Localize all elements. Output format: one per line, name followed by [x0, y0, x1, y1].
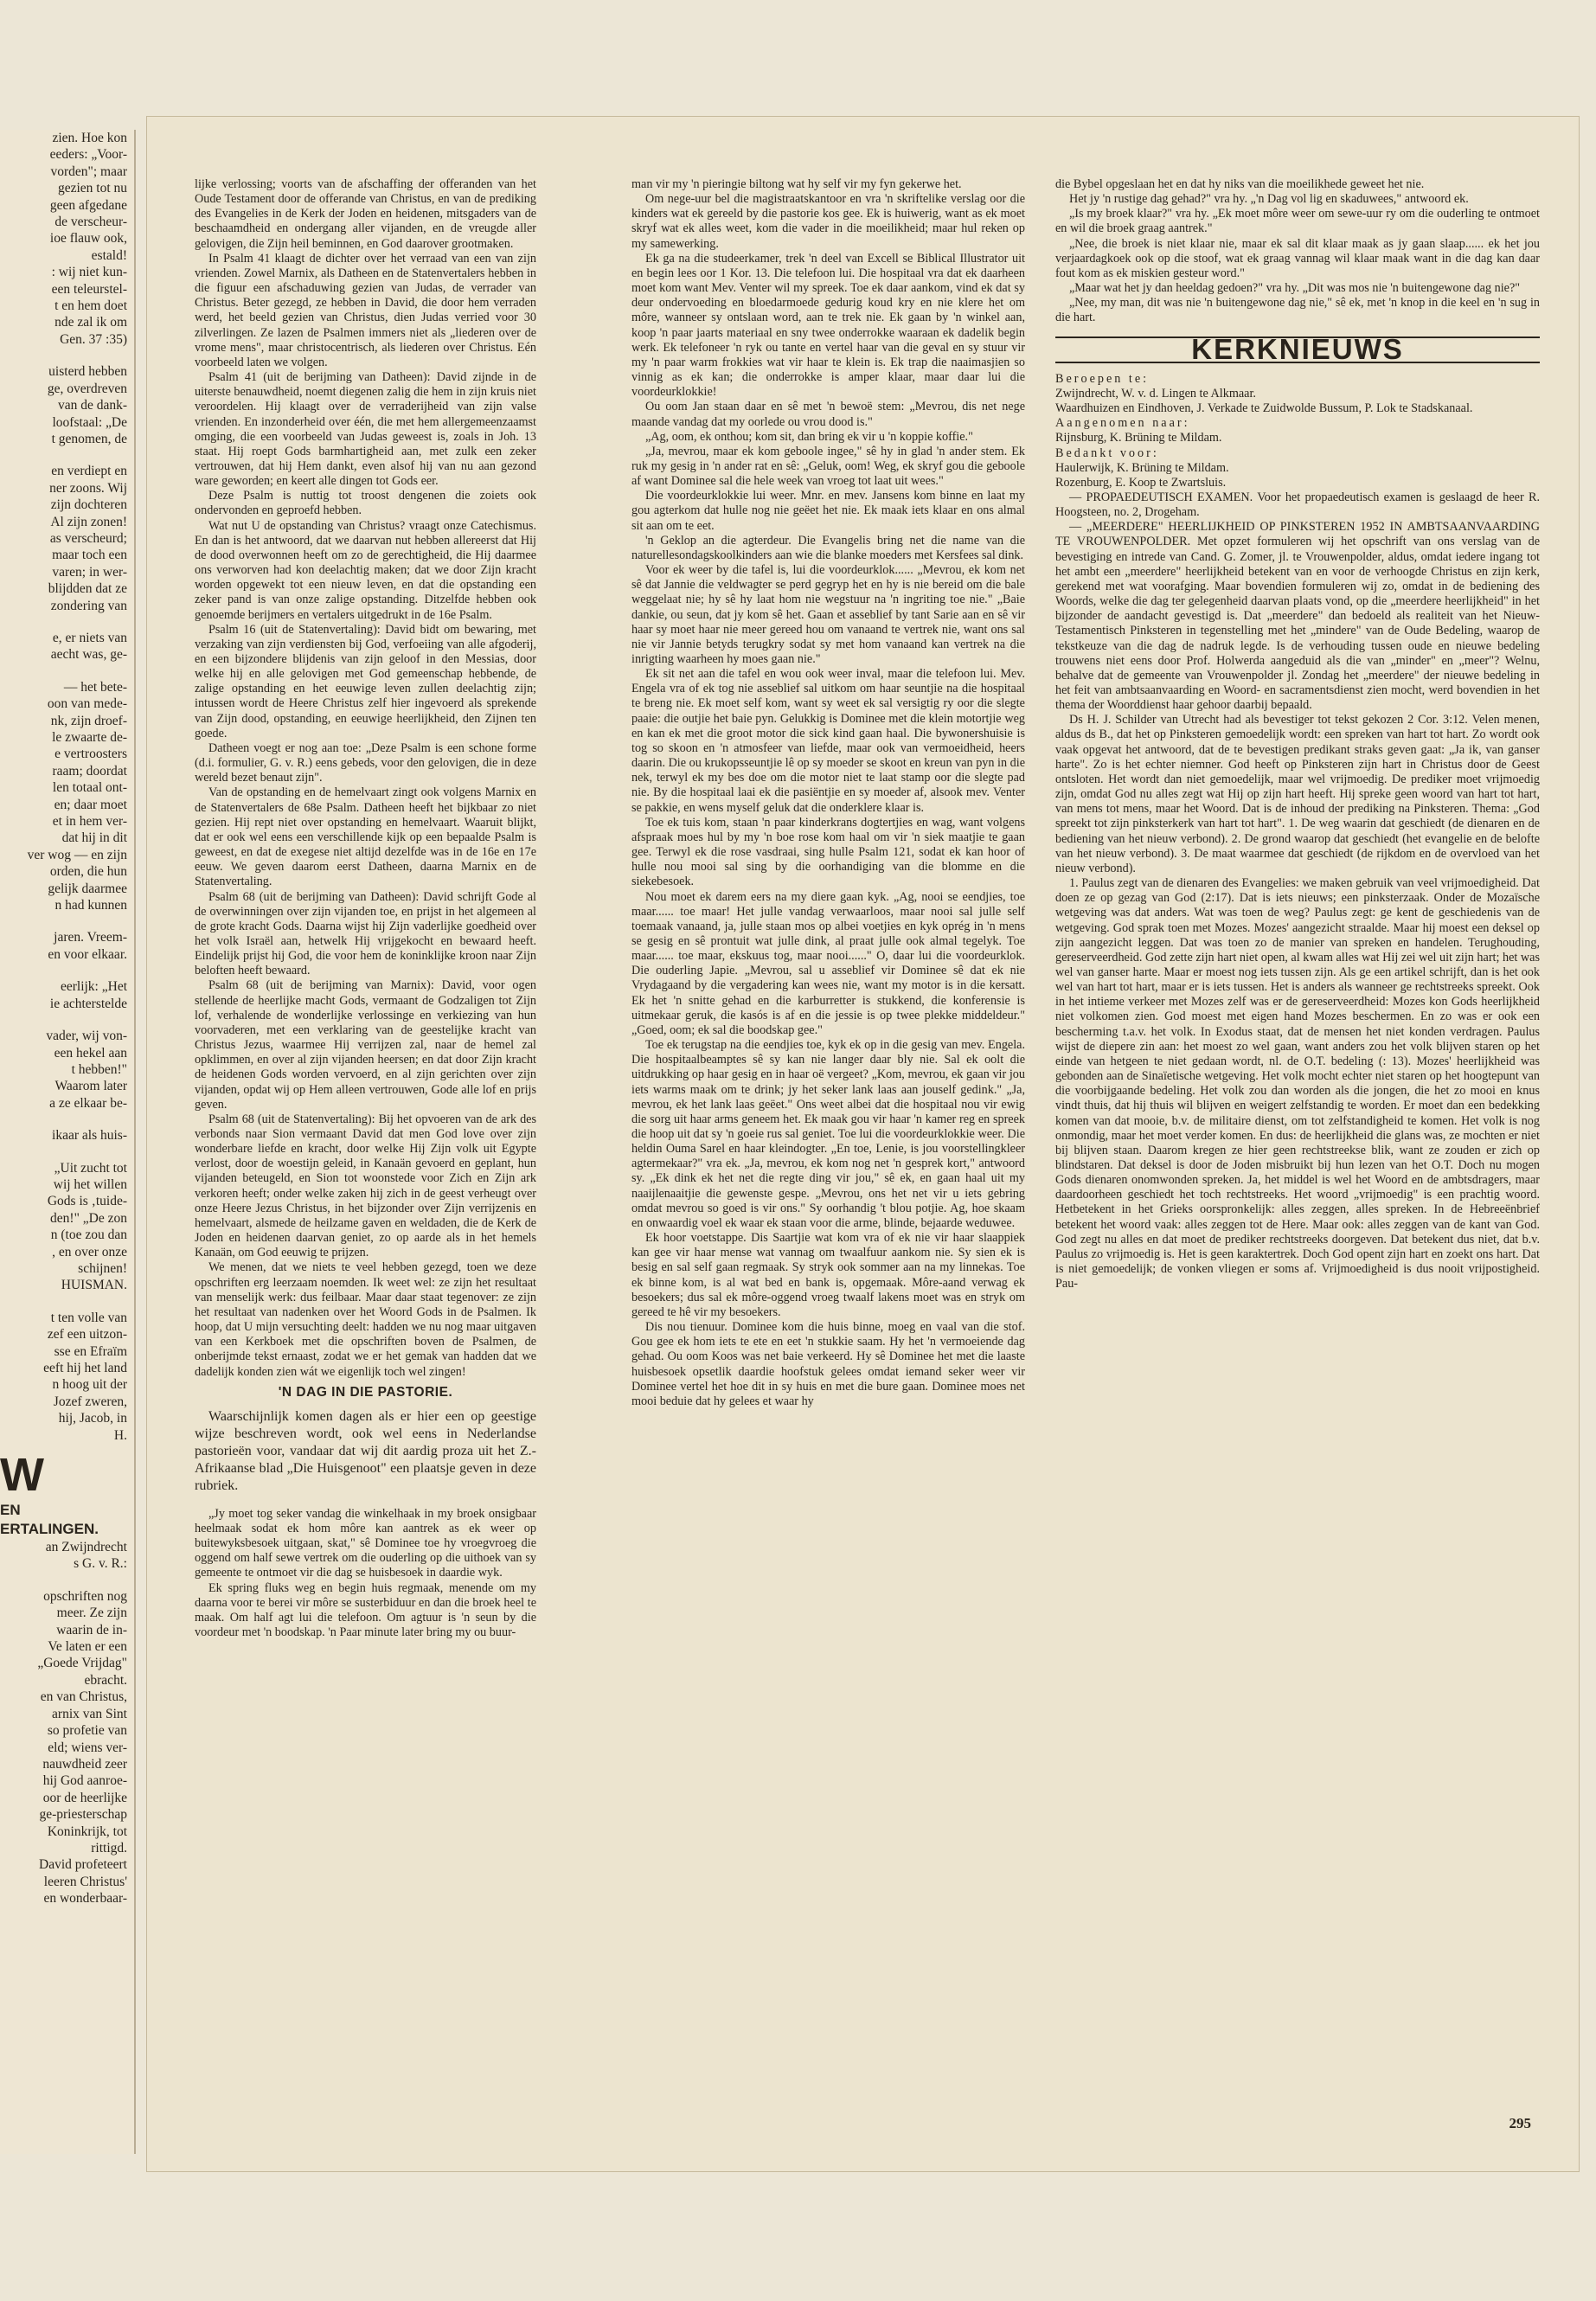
- line-gap: [0, 963, 134, 978]
- text-fragment: uisterd hebben: [48, 364, 127, 380]
- text-fragment: rittigd.: [91, 1840, 127, 1856]
- text-fragment: aecht was, ge-: [50, 647, 127, 663]
- text-fragment: schijnen!: [78, 1260, 127, 1276]
- col1-paragraph: Psalm 16 (uit de Statenvertaling): David bidt om bewaring, met verzaking van zijn verdiensten bij God, verfoeiing van alle afgoderij, en een bijzondere blijdenis van zijn geloof in den Messias, door welke hij en alle gelovigen met God gemeenschap hebbende, de zalige opstanding en het eeuwige leven zullen deelachtig zijn; intussen wordt de Heere Christus zelf hier ingevoerd als sprekende van Zijn dood, opstanding, en eeuwige heerlijkheid, den Zijnen ten goede.: [195, 622, 536, 740]
- kerknieuws-heading: KERKNIEUWS: [1055, 336, 1540, 363]
- examen-notice: — PROPAEDEUTISCH EXAMEN. Voor het propaedeutisch examen is geslaagd de heer R. Hoogsteen, no. 2, Drogeham.: [1055, 490, 1540, 520]
- col1-paragraph: Datheen voegt er nog aan toe: „Deze Psalm is een schone forme (d.i. formulier, G. v. R.) eens gebeds, voor den gelovigen, die in deze wereld bezet benaut zijn".: [195, 740, 536, 785]
- beroepen-label: Beroepen te:: [1055, 371, 1150, 386]
- section-intro: Waarschijnlijk komen dagen als er hier een op geestige wijze beschreven wordt, ook wel eens in Nederlandse pastorieën voor, vandaar dat wij dit aardig proza uit het Z.-Afrikaanse blad „Die Huisgenoot" een plaatsje geven in deze rubriek.: [195, 1408, 536, 1493]
- text-fragment: a ze elkaar be-: [49, 1095, 127, 1111]
- col2-paragraph: Ou oom Jan staan daar en sê met 'n bewoë stem: „Mevrou, dis net nege maande vandag dat my oorlede ou vrou dood is.": [631, 400, 1025, 429]
- beroepen-item: Waardhuizen en Eindhoven, J. Verkade te Zuidwolde Bussum, P. Lok te Stadskanaal.: [1055, 401, 1473, 416]
- text-fragment: de verscheur-: [54, 215, 127, 230]
- text-fragment: nauwdheid zeer: [42, 1756, 127, 1772]
- text-fragment: wij het willen: [53, 1176, 127, 1192]
- text-fragment: ebracht.: [84, 1672, 127, 1688]
- previous-page-heading-letter: W: [0, 1449, 44, 1502]
- text-fragment: s G. v. R.:: [74, 1556, 127, 1572]
- bedankt-label: Bedankt voor:: [1055, 445, 1159, 460]
- col1-paragraph: Psalm 41 (uit de berijming van Datheen): David zijnde in de uiterste benauwdheid, noemt diegenen zalig die hem in zijn kruis niet veroordelen. Hij klaagt over de verraderijheid van zijn valse vrienden. En inzonderheid over één, die met hem allergemeenzaamst omging, die een voorbeeld van Judas geweest is, zoals in Joh. 13 staat. Hij roept Gods barmhartigheid aan, met zulk een zeker vertrouwen, dat hij Hem dankt, even alsof hij van nu aan gezond ware geworden; en keert alle dingen tot Gods eer.: [195, 370, 536, 489]
- col3-paragraph: „Nee, my man, dit was nie 'n buitengewone dag nie," sê ek, met 'n knop in die keel en 'n sug in die hart.: [1055, 296, 1540, 325]
- text-fragment: H.: [113, 1427, 127, 1443]
- text-fragment: Al zijn zonen!: [50, 514, 127, 529]
- text-fragment: maar toch een: [52, 548, 127, 563]
- col1-paragraph: Psalm 68 (uit de berijming van Marnix): David, voor ogen stellende de heerlijke macht Gods, vermaant de Godzaligen tot Zijn lof, verhalende de wonderlijke verlossinge en verkiezing van hun voorvaderen, met een verklaring van de geestelijke kracht van Christus Jezus, waarmee Hij verrijzen zal, naar de hemel zal opklimmen, en over al zijn vijanden heersen; en dat door Zijn kracht de heidenen Gods worden vervoerd, en al zijn gerichten over zijn vijanden, opdat wij op Hem alleen vertrouwen, Gode alle lof en prijs geven.: [195, 978, 536, 1112]
- text-fragment: eeft hij het land: [43, 1361, 127, 1375]
- previous-page-text-bottom: [0, 1539, 134, 1907]
- text-fragment: eerlijk: „Het: [60, 979, 127, 995]
- text-fragment: e vertroosters: [54, 747, 127, 762]
- text-fragment: zef een uitzon-: [47, 1327, 127, 1343]
- text-fragment: den!" „De zon: [50, 1210, 127, 1226]
- text-fragment: dat hij in dit: [61, 830, 127, 846]
- text-fragment: n hoog uit der: [52, 1377, 127, 1393]
- previous-page-subheading-2: ERTALINGEN.: [0, 1521, 99, 1538]
- text-fragment: ge, overdreven: [47, 381, 127, 396]
- text-fragment: zien. Hoe kon: [52, 131, 127, 145]
- col1-story-paragraph: „Jy moet tog seker vandag die winkelhaak in my broek onsigbaar heelmaak sodat ek hom môre kan aantrek as ek weer op buitewyksbesoek uitgaan, skat," sê Dominee toe hy vroegvroeg die oggend om half sewe vertrek om die ouderling op die uithoek van sy gemeente te ontmoet vir die dag se huisbesoek in daardie wyk.: [195, 1506, 536, 1580]
- line-gap: [0, 1012, 134, 1028]
- text-fragment: Jozef zweren,: [53, 1394, 127, 1409]
- text-fragment: HUISMAN.: [61, 1278, 127, 1293]
- text-fragment: estald!: [91, 247, 127, 263]
- text-fragment: en voor elkaar.: [48, 946, 127, 962]
- bedankt-item: Haulerwijk, K. Brüning te Mildam.: [1055, 460, 1229, 475]
- text-fragment: et in hem ver-: [52, 814, 127, 830]
- section-title-pastorie: 'N DAG IN DIE PASTORIE.: [278, 1384, 453, 1400]
- line-gap: [0, 913, 134, 929]
- line-gap: [0, 1294, 134, 1310]
- previous-page-fragment: [0, 130, 136, 2154]
- text-fragment: waarin de in-: [56, 1622, 127, 1638]
- col1-intro: lijke verlossing; voorts van de afschaffing der offeranden van het Oude Testament door de offerande van Christus, en van de prediking des Evangelies in de Kerk der Joden en heidenen, mitsgaders van de beschaamdheid en ondergang aller vijanden, en de vreugde aller gelovigen, die Zijn heil beminnen, en God daarover grootmaken.: [195, 177, 536, 251]
- text-fragment: eld; wiens ver-: [48, 1740, 127, 1755]
- text-fragment: Ve laten er een: [48, 1639, 127, 1655]
- text-fragment: zijn dochteren: [50, 497, 127, 513]
- col2-paragraph: man vir my 'n pieringie biltong wat hy self vir my fyn gekerwe het.: [631, 177, 962, 191]
- text-fragment: — het bete-: [63, 679, 127, 695]
- text-fragment: een teleurstel-: [51, 281, 127, 297]
- col2-paragraph: Ek hoor voetstappe. Dis Saartjie wat kom vra of ek nie vir haar slaappiek kan gee vir haar mense wat vannag om twaalfuur aankom nie. Sy sien ek is besig en sal self gaan regmaak. Sy stryk ook sommer aan na my linnekas. Toe ek binne kom, is al wat bed en bank is, opgemaak. Môre-aand verwag ek besoekers; dus sal ek môre-oggend vroeg twaalf lakens moet was en stryk om gereed te hê vir my besoekers.: [631, 1231, 1025, 1319]
- text-fragment: „Uit zucht tot: [54, 1160, 127, 1176]
- text-fragment: ge-priesterschap: [39, 1807, 127, 1823]
- text-fragment: t hebben!": [71, 1061, 127, 1077]
- page-number: 295: [1509, 2115, 1531, 2131]
- col3-paragraph: die Bybel opgeslaan het en dat hy niks van die moeilikhede geweet het nie.: [1055, 177, 1425, 191]
- line-gap: [0, 348, 134, 363]
- line-gap: [0, 663, 134, 679]
- col2-paragraph: 'n Geklop an die agterdeur. Die Evangelis bring net die name van die naturellesondagskoolkinders aan wie die blanke moeders met Kersfees sal dink.: [631, 533, 1025, 562]
- text-fragment: gezien tot nu: [57, 181, 127, 196]
- text-fragment: so profetie van: [47, 1723, 127, 1739]
- text-fragment: oor de heerlijke: [42, 1790, 127, 1805]
- col3-paragraph: „Is my broek klaar?" vra hy. „Ek moet môre weer om sewe-uur ry om die ouderling te ontmoet en wil die broek graag aantrek.": [1055, 207, 1540, 236]
- col1-paragraph: Wat nut U de opstanding van Christus? vraagt onze Catechismus. En dan is het antwoord, dat we daarvan nut hebben allereerst dat Hij de dood overwonnen heeft om zo de gerechtigheid, die Hij daarmee ons verworven had kon deelachtig maken; dat we door Zijn kracht worden opgewekt tot een nieuw leven, en dat die opstanding een zeker pand is van onze zalige opstanding. Ditzelfde hebben ook genoemde berijmers en vertalers uitgedrukt in de 16e Psalm.: [195, 518, 536, 622]
- text-fragment: een hekel aan: [54, 1045, 127, 1061]
- line-gap: [0, 1573, 134, 1588]
- text-fragment: Waarom later: [54, 1079, 127, 1094]
- text-fragment: van de dank-: [57, 398, 127, 413]
- line-gap: [0, 614, 134, 630]
- col2-paragraph: Nou moet ek darem eers na my diere gaan kyk. „Ag, nooi se eendjies, toe maar...... toe maar! Het julle vandag verwaarloos, maar nooi sal julle self toemaak vanaand, ja, julle staan mos op albei voetjies en kyk oprég in 'n mens se gesig en sê prontuit wat julle dink, al praat julle ook almal tegelyk. Toe maar...... toe maar, ekskuus tog, maar nooi......" O, daar lui die voordeurklok. Die ouderling Japie. „Mevrou, sal u asseblief vir Dominee sê dat ek nie Vrydagaand by die vergadering kan wees nie, want my motor is in die kersatt. Ek het 'n snitte gehad en die karburretter is stukkend, die konferensie is uitmekaar geruk, die kasós is af en die jessie is op twee plekke middeldeur." „Goed, oom; ek sal die boodskap gee.": [631, 889, 1025, 1037]
- col1-paragraph: We menen, dat we niets te veel hebben gezegd, toen we deze opschriften erg leerzaam noemden. Ik weet wel: ze zijn het resultaat van menselijk werk: dus feilbaar. Maar daar staat tegenover: ze zijn het resultaat van nadenken over het Woord Gods in de Psalmen. Ik hoop, dat U mijn versuchting deelt: hadden we nu nog maar uitgaven van een Kerkboek met die opschriften boven de Psalmen, de onberijmde tekst ernaast, zodat we er het gemak van hadden dat we dadelijk konden zien wát we eigenlijk toch wel zingen!: [195, 1260, 536, 1379]
- previous-page-subheading-1: EN: [0, 1502, 21, 1519]
- aangenomen-item: Rijnsburg, K. Brüning te Mildam.: [1055, 431, 1222, 445]
- spacer: [195, 1495, 536, 1507]
- bedankt-item: Rozenburg, E. Koop te Zwartsluis.: [1055, 475, 1227, 490]
- line-gap: [0, 447, 134, 463]
- text-fragment: en van Christus,: [40, 1689, 127, 1705]
- text-fragment: blijdden dat ze: [48, 581, 127, 597]
- text-fragment: hij, Jacob, in: [58, 1411, 127, 1426]
- text-fragment: sse en Efraïm: [54, 1343, 127, 1359]
- text-fragment: opschriften nog: [43, 1588, 127, 1604]
- magazine-page: [147, 117, 1579, 2171]
- text-fragment: len totaal ont-: [52, 780, 127, 796]
- col1-paragraph: In Psalm 41 klaagt de dichter over het verraad van een van zijn vrienden. Zowel Marnix, als Datheen en de Statenvertalers hebben in die figuur een afschaduwing gezien van Judas, de verrader van Christus. Beter gezegd, ze hebben in David, die door hem verraden werd, het beeld gezien van Christus, dien Judas verried voor 30 zilverlingen. Ze lazen de Psalmen immers niet als „liederen over de vrome mens", maar christocentrisch, als liederen over Christus. Eén voorbeeld laten we volgen.: [195, 251, 536, 369]
- text-fragment: en verdiept en: [51, 464, 127, 479]
- beroepen-item: Zwijndrecht, W. v. d. Lingen te Alkmaar.: [1055, 386, 1256, 401]
- text-fragment: loofstaal: „De: [52, 414, 127, 430]
- text-fragment: David profeteert: [39, 1857, 127, 1873]
- text-fragment: , en over onze: [52, 1244, 127, 1259]
- text-fragment: t ten volle van: [50, 1310, 127, 1325]
- text-fragment: Koninkrijk, tot: [47, 1823, 127, 1839]
- text-fragment: orden, die hun: [49, 864, 127, 880]
- pinkster-report: Ds H. J. Schilder van Utrecht had als bevestiger tot tekst gekozen 2 Cor. 3:12. Velen menen, aldus ds B., dat het op Pinksteren gemoedelijk wordt: een spreken van hart tot hart. Zo wordt ook vaak opgevat het antwoord, dat de te bevestigen predikant straks geven gaat: „Ja ik, van ganser harte". Zo is het echter niemner. God heeft op Pinksteren zijn hart in Christus door de Geest ontsloten. Het wordt dan niet gemoedelijk, maar wel vrijmoedig. De prediker moet vrijmoedig zijn, omdat God nu alles zegt wat Hij op zijn hart heeft. Hij spreke geen woord van hart tot hart, van mens tot mens, maar het Woord. Dat is de inhoud der prediking na Pinksteren. Thema: „God spreekt tot zijn pinksterkerk van hart tot hart". 1. De weg waarin dat geschiedt (de dienaren en de bediening van het nieuw verbond). 2. De grond waarop dat geschiedt (het evangelie en de belofte van het nieuw verbond). 3. De maat waarmee dat geschiedt (de rijkdom en de overvloed van het nieuw verbond).: [1055, 713, 1540, 875]
- text-fragment: ie achterstelde: [49, 996, 127, 1011]
- text-fragment: gelijk daarmee: [48, 881, 127, 896]
- text-fragment: vader, wij von-: [46, 1029, 127, 1044]
- text-fragment: an Zwijndrecht: [45, 1540, 127, 1555]
- text-fragment: n had kunnen: [54, 898, 127, 913]
- text-fragment: hij God aanroe-: [42, 1773, 127, 1789]
- text-fragment: „Goede Vrijdag": [37, 1656, 127, 1671]
- text-fragment: ioe flauw ook,: [49, 231, 127, 247]
- text-fragment: ver wog — en zijn: [27, 847, 127, 862]
- aangenomen-label: Aangenomen naar:: [1055, 416, 1190, 431]
- text-fragment: Gen. 37 :35): [60, 331, 127, 347]
- text-fragment: meer. Ze zijn: [56, 1606, 127, 1621]
- col3-paragraph: „Maar wat het jy dan heeldag gedoen?" vra hy. „Dit was mos nie 'n buitengewone dag nie?": [1069, 281, 1521, 296]
- text-fragment: e, er niets van: [52, 630, 127, 645]
- text-fragment: nde zal ik om: [54, 315, 127, 330]
- col2-paragraph: Om nege-uur bel die magistraatskantoor en vra 'n skriftelike verslag oor die kinders wat ek gereeld by die pastorie kos gee. Ek is huiwerig, want as ek moet skryf wat ek alles weet, kom die vader in die moeilikheid; maar hul reken op my samewerking.: [631, 192, 1025, 251]
- col2-paragraph: „Ag, oom, ek onthou; kom sit, dan bring ek vir u 'n koppie koffie.": [645, 429, 973, 444]
- col1-paragraph: Van de opstanding en de hemelvaart zingt ook volgens Marnix en de Statenvertalers de 68e Psalm. Datheen heeft het bijkbaar zo niet gezien. Hij rept niet over opstanding en hemelvaart. Waaruit blijkt, dat er ook wel eens een verschillende kijk op een bepaalde Psalm is geweest, en dat de exegese niet altijd dezelfde was in de 16e en 17e eeuw. We geven daarom eerst Datheen, daarna Marnix en de Statenvertaling.: [195, 785, 536, 889]
- text-fragment: eeders: „Voor-: [49, 147, 127, 163]
- text-fragment: ner zoons. Wij: [49, 480, 127, 496]
- col1-story-paragraph: Ek spring fluks weg en begin huis regmaak, menende om my daarna voor te berei vir môre se susterbiduur en dan die broek heel te maak. Om half agt lui die telefoon. Om agtuur is 'n seun by die voordeur met 'n boodskap. 'n Paar minute later bring my ou buur-: [195, 1580, 536, 1640]
- text-fragment: oon van mede-: [47, 696, 127, 712]
- line-gap: [0, 1112, 134, 1127]
- text-fragment: en; daar moet: [54, 797, 127, 812]
- text-fragment: n (toe zou dan: [50, 1227, 127, 1243]
- text-fragment: t genomen, de: [51, 431, 127, 446]
- text-fragment: leeren Christus': [43, 1874, 127, 1889]
- col3-paragraph: Het jy 'n rustige dag gehad?" vra hy. „'n Dag vol lig en skaduwees," antwoord ek.: [1069, 192, 1469, 207]
- column-1: [195, 177, 536, 2141]
- col2-paragraph: Ek ga na die studeerkamer, trek 'n deel van Excell se Biblical Illustrator uit en begin lees oor 1 Kor. 13. Die telefoon lui. Die hospitaal vra dat ek daarheen moet kom want Mev. Venter wil my spreek. Toe ek daar aankom, vind ek dat sy deur ondervoeding en bloedarmoede gedurig koud kry en nie klere het om môre, wanneer sy ontslaan word, aan te trek nie. Ek gaan by 'n winkel aan, koop 'n paar jaarts materiaal en sny twee onderrokke waaraan ek dadelik begin werk. Ek telefoneer 'n ryk ou tante en vertel haar van die geval en sy stuur vir my 'n paar warm frokkies wat vir haar te klein is. Ek trap die naaimasjien so vinnig as ek kan; die onderrokke is amper klaar, maar daar lui die voordeurklokkie!: [631, 251, 1025, 400]
- text-fragment: en wonderbaar-: [43, 1891, 127, 1907]
- text-fragment: : wij niet kun-: [51, 265, 127, 280]
- col3-paragraph: „Nee, die broek is niet klaar nie, maar ek sal dit klaar maak as jy gaan slaap...... ek het jou verjaardagkoek ook op die stoof, wat ek graag vannag wil klaar maak want in die dag kan daar fout kom as ek miskien gesteur word.": [1055, 236, 1540, 280]
- text-fragment: zondering van: [50, 598, 127, 613]
- column-3: [1055, 177, 1540, 2141]
- text-fragment: t en hem doet: [54, 298, 127, 314]
- col2-paragraph: Toe ek terugstap na die eendjies toe, kyk ek op in die gesig van mev. Engela. Die hospitaalbeamptes sê sy kan nie langer daar bly nie. Sal ek oolt die uitdrukking op haar gesig en in haar oë vergeet? „Kom, mevrou, ek gaan vir jou iets warms maak om te drink; jy het seker lank laas aan jouself gedink." „Ja, mevrou, ek het lank laas geëet." Ons weet albei dat die hospitaal nou vir ewig die sorg uit haar arms geneem het. Ek maak gou vir haar 'n kamer reg en spreek die hoop uit dat sy 'n goeie rus sal geniet. Toe lui die voordeurklokkie weer. Die heldin Ouma Sarel en haar kleindogter. „En toe, Lenie, is jou voorstellingkleer agtermekaar?" vra ek. „Ja, mevrou, ek kom nog net 'n gesprek kort," antwoord sy. „Ek dink ek het net die regte ding vir jou," sê ek, en gaan haal uit my naaijlenaaitjie die gewenste gespe. „Mevrou, ons het net vir u iets gebring omdat mevrou so goed is vir ons." Sy oorhandig 't blou potjie. Ag, hoe skaam en onwaardig voel ek waar ek staan voor die arme, blinde, bejaarde weduwee.: [631, 1038, 1025, 1230]
- pinkster-report: 1. Paulus zegt van de dienaren des Evangelies: we maken gebruik van veel vrijmoedigheid. Dat doen ze op gezag van God (2:17). Dat is iets nieuws; een pinksterzaak. Onder de Mozaïsche wetgeving was dat anders. Wat was toen de weg? Paulus zegt: ge kent de geschiedenis van de wetgeving. God sprak toen met Mozes. Mozes' aangezicht straalde. Maar hij moest een deksel op zijn aangezicht leggen. Dat was toen zo de manier van spreken en handelen. Terughouding, gereserveerdheid. God zette zijn hart niet open, al kwam alles wat Hij zei wel uit zijn hart; het was wel van ganser harte. Maar er moest nog iets tussen zijn. Als ge een artikel schrijft, dan is het ook wel van hart tot hart, maar er is iets tussen. Het is anders als wanneer ge rechtstreeks spreekt. Ook in het intieme verkeer met Mozes zelf was er de gereserveerdheid: Mozes kon Gods heerlijkheid niet volkomen zien. God moest met eigen hand Mozes beschermen. En zo was er ook een bescherming t.a.v. het volk. In Exodus staat, dat de mensen het niet konden verdragen. Paulus wijst de diepere zin aan: het moest zo wel gaan, want anders zou het volk blijven staren op het einde van hetgeen te niet gedaan wordt, nl. de O.T. bedeling (: 13). Mozes' heerlijkheid was gebonden aan de Sinaïetische wetgeving. Het volk mocht echter niet staren op het hoogtepunt van die voorbijgaande bedeling. Het volk zou dan worden als die jongen, die het zo mooi en knus vindt thuis, dat hij thuis wil blijven en weigert zelfstandig te worden. Er moet dan een bedekking komen van dat mooie, b.v. de militaire dienst, om tot zelfstandigheid te komen. Het volk is nog onmondig, maar het moet verder komen. En dus: de heerlijkheid die glans was, ze mochten er niet bij blijven staan. Daarom kregen ze hier geen rechtstreekse blik, want ze zouden er zich op blindstaren. Dat deksel is door de Joden misbruikt bij hun lezen van het O.T. Doch nu mogen Gods dienaren onomwonden spreken. Ja, het middel is wel het Woord en de ambtsdragers, maar daardoorheen geschiedt het toch rechtstreeks. Het woord „vrijmoedig" is een prachtig woord. Hetbetekent in het Grieks oorspronkelijk: alles zeggen, alles spreken. In de Hebreeënbrief betekent het woord vaak: alles zeggen tot de Here. Maar ook: alles zeggen van de kant van God. God zegt nu alles en dat moet de prediker rechtstreeks doorgeven. Dat betekent dus niet, dat b.v. Paulus zo vrijmoedig is. Het is geen karaktertrek. Doch God opent zijn hart en zoekt ons hart. Dat is niet gemoedelijk; de vonken vliegen er soms af. Vrijmoedigheid is dus nooit vrijpostigheid. Pau-: [1055, 876, 1540, 1292]
- text-fragment: geen afgedane: [49, 197, 127, 213]
- col2-paragraph: Toe ek tuis kom, staan 'n paar kinderkrans dogtertjies en wag, want volgens afspraak moes hul by my 'n boe rose kom haal om vir 'n siek maatjie te gaan gee. Terwyl ek die rose vasdraai, sing hulle Psalm 121, sodat ek kan hoor of hulle nou mooi sal sing by die oorhandiging van die blomme en die siekebesoek.: [631, 815, 1025, 889]
- pinkster-report: — „MEERDERE" HEERLIJKHEID OP PINKSTEREN 1952 IN AMBTSAANVAARDING TE VROUWENPOLDER. Met opzet formuleren wij het opschrift van ons verslag van de bevestiging en intrede van Cand. G. Zomer, jl. te Vrouwenpolder, aldus, omdat iedere ingang tot het ambt een „meerdere" heerlijkheid betekent van en voor de verhoogde Christus en zijn kerk, gerekend met wat voorafging. Maar bovendien formuleren wij zo, omdat in de bediening des Woords, welke die dag ter gelegenheid daarvan plaats vond, op die „meerdere heerlijkheid" in het bijzonder de aandacht gevestigd is. Dat „meerdere" dan bedoeld als realiteit van het Nieuw-Testamentisch Pinksteren in tegenstelling met het „mindere" van de Oude Bedeling, waarop de tekstkeuze van die dag de nadruk legde. Is de verhouding tussen oude en nieuwe bedeling trouwens niet eens door Prof. Holwerda aangeduid als die van „minder" en „meer"? Welnu, behalve dat de gemeente van Vrouwenpolder jl. Zondag het „meerdere" der nieuwe bedeling in het feit van ambtsaanvaarding en Woord- en sacramentsdienst zien mocht, werd bovendien in het thema der Woorddienst haar gehoor daarbij bepaald.: [1055, 520, 1540, 713]
- col1-paragraph: Psalm 68 (uit de berijming van Datheen): David schrijft Gode al de overwinningen over zijn vijanden toe, en prijst in het algemeen al de grote kracht Gods. Daarna wijst hij Zijn vaderlijke goedheid over het volk Israël aan, hetwelk Hij vrijgekocht en bewaard heeft. Eindelijk prijst hij God, die voor hem de koninklijke kroon naar Zijn beloften heeft bewaard.: [195, 889, 536, 978]
- text-fragment: arnix van Sint: [52, 1706, 127, 1721]
- col2-paragraph: Ek sit net aan die tafel en wou ook weer inval, maar die telefoon lui. Mev. Engela vra of ek tog nie asseblief sal uitkom om haar seuntjie na die hospitaal te breng nie. Ek moet self kom, want sy weet ek sal versigtig ry oor die slegte paaie: die outjie het baie pyn. Gelukkig is Dominee met die klein motortjie weg en kan ek met die groot motor die sick kind gaan haal. Die bywonershuisie is tog so skoon en 'n atmosfeer van liefde, maar ook van vermoeidheid, heers daarin. Die ou krukopsseuntjie lê op sy moeder se skoot en kreun van pyn in die nek, terwyl ek my bes doe om die motor niet te laat stamp oor die slegte pad nie. By die hospitaal laai ek die pasiëntjie en sy moeder af, alsook mev. Venter se pakkie, en wens myself geluk dat die onderklere klaar is.: [631, 667, 1025, 815]
- previous-page-text-top: [0, 130, 134, 1444]
- line-gap: [0, 1144, 134, 1160]
- column-2: [631, 177, 1025, 2141]
- col2-paragraph: Dis nou tienuur. Dominee kom die huis binne, moeg en vaal van die stof. Gou gee ek hom iets te ete en eet 'n stukkie saam. Hy het 'n vermoeiende dag gehad. Ou oom Koos was net baie verkeerd. Hy sê Dominee het met die laaste huisbesoek opsetlik daardie hoofstuk gelees omdat iemand seker weer vir Dominee vertel het hoe dit in sy huis en met die bure gaan. Dominee moes net mooi beduie dat hy gelees et waar hy: [631, 1320, 1025, 1408]
- text-fragment: ikaar als huis-: [52, 1128, 127, 1144]
- text-fragment: Gods is ‚tuide-: [47, 1194, 127, 1209]
- text-fragment: nk, zijn droef-: [50, 713, 127, 728]
- col1-paragraph: Psalm 68 (uit de Statenvertaling): Bij het opvoeren van de ark des verbonds naar Sion vermaant David dat men God love over zijn wonderbare liefde en kracht, door welke Hij Zijn volk uit Egypte verlost, door de woestijn geleid, in Kanaän gevoerd en geplant, hun vijanden beteugeld, en Sion tot woonstede voor Zich en Zijn ark verkoren heeft; onder welke zaken hij zich in de geest verheugt over onze Heere Jezus Christus, in het bijzonder over Zijn verrijzenis en hemelvaart, alsmede de heilzame gaven en weldaden, die de Kerk de Joden en heidenen daarvan geniet, zo op aarde als in het hemels Kanaän, om God eeuwig te prijzen.: [195, 1112, 536, 1260]
- col2-paragraph: Die voordeurklokkie lui weer. Mnr. en mev. Jansens kom binne en laat my gou agterkom dat hulle nog nie geëet het nie. Ek maak iets klaar en ons almal sit aan om te eet.: [631, 489, 1025, 533]
- text-fragment: jaren. Vreem-: [54, 930, 127, 945]
- text-fragment: le zwaarte de-: [52, 730, 127, 745]
- text-fragment: varen; in wer-: [52, 564, 127, 580]
- col2-paragraph: Voor ek weer by die tafel is, lui die voordeurklok...... „Mevrou, ek kom net sê dat Jannie die veldwagter se perd gegryp het en hy is nie bereid om die bale weggelaat nie; hy sê hy laat hom nie wegstuur na 'n ingriting toe nie." „Baie dankie, ou seun, dat jy kom sê het. Gaan et asseblief by tant Sarie aan en sê vir haar sy moet haar nie meer gereed hou om vanaand te vertrek nie, want ons sal nie vir Jannie betyds terugkry sodat sy met hom vanaand kan vertrek na die inrigting waarheen hy moes gaan nie.": [631, 563, 1025, 666]
- text-fragment: vorden"; maar: [50, 163, 127, 179]
- text-fragment: as verscheurd;: [49, 530, 127, 546]
- col1-paragraph: Deze Psalm is nuttig tot troost dengenen die zoiets ook ondervonden en geproefd hebben.: [195, 489, 536, 518]
- text-fragment: raam; doordat: [52, 763, 127, 779]
- col2-paragraph: „Ja, mevrou, maar ek kom geboole ingee," sê hy in glad 'n ander stem. Ek ruk my gesig in 'n ander rat en sê: „Geluk, oom! Weg, ek skryf gou die geboole af want Dominee sal die hele week van vroeg tot laat uit wees.": [631, 444, 1025, 489]
